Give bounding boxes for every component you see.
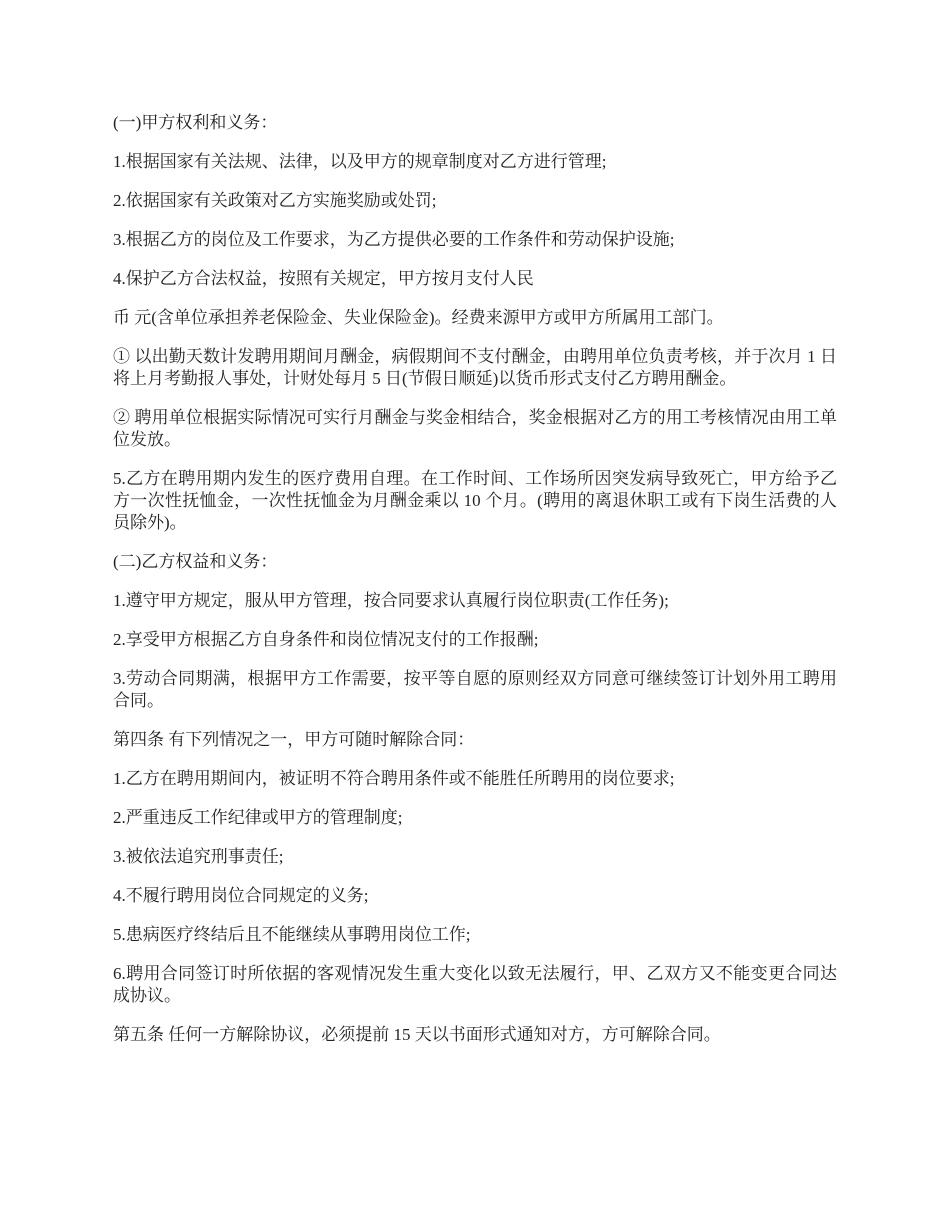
article-4-heading: 第四条 有下列情况之一，甲方可随时解除合同： bbox=[113, 730, 475, 749]
article-5: 第五条 任何一方解除协议，必须提前 15 天以书面形式通知对方，方可解除合同。 bbox=[113, 1025, 721, 1044]
article-4-item-1: 1.乙方在聘用期间内，被证明不符合聘用条件或不能胜任所聘用的岗位要求; bbox=[113, 769, 675, 788]
party-a-item-3: 3.根据乙方的岗位及工作要求，为乙方提供必要的工作条件和劳动保护设施; bbox=[113, 230, 675, 249]
section-heading-party-b: (二)乙方权益和义务： bbox=[113, 552, 278, 571]
payment-clause: 币 元(含单位承担养老保险金、失业保险金)。经费来源甲方或甲方所属用工部门。 bbox=[113, 308, 724, 327]
article-4-item-3: 3.被依法追究刑事责任; bbox=[113, 847, 284, 866]
party-a-item-4: 4.保护乙方合法权益，按照有关规定，甲方按月支付人民 bbox=[113, 269, 534, 288]
party-b-item-1: 1.遵守甲方规定，服从甲方管理，按合同要求认真履行岗位职责(工作任务); bbox=[113, 591, 669, 610]
article-4-item-6: 6.聘用合同签订时所依据的客观情况发生重大变化以致无法履行，甲、乙双方又不能变更合同达成协议。 bbox=[113, 964, 837, 1005]
article-4-item-5: 5.患病医疗终结后且不能继续从事聘用岗位工作; bbox=[113, 925, 471, 944]
document-page bbox=[113, 112, 837, 1063]
party-b-item-2: 2.享受甲方根据乙方自身条件和岗位情况支付的工作报酬; bbox=[113, 630, 539, 649]
party-a-item-1: 1.根据国家有关法规、法律，以及甲方的规章制度对乙方进行管理; bbox=[113, 152, 607, 171]
party-a-item-5: 5.乙方在聘用期内发生的医疗费用自理。在工作时间、工作场所因突发病导致死亡，甲方给予乙方一次性抚恤金，一次性抚恤金为月酬金乘以 10 个月。(聘用的离退休职工或有下岗生活费的人员除外)。 bbox=[113, 469, 837, 532]
party-b-item-3: 3.劳动合同期满，根据甲方工作需要，按平等自愿的原则经双方同意可继续签订计划外用工聘用合同。 bbox=[113, 669, 837, 710]
section-heading-party-a: (一)甲方权利和义务： bbox=[113, 113, 278, 132]
party-a-item-2: 2.依据国家有关政策对乙方实施奖励或处罚; bbox=[113, 191, 437, 210]
article-4-item-4: 4.不履行聘用岗位合同规定的义务; bbox=[113, 886, 369, 905]
payment-subclause-2: ② 聘用单位根据实际情况可实行月酬金与奖金相结合，奖金根据对乙方的用工考核情况由用工单位发放。 bbox=[113, 408, 837, 449]
payment-subclause-1: ① 以出勤天数计发聘用期间月酬金，病假期间不支付酬金，由聘用单位负责考核，并于次月 1 日将上月考勤报人事处，计财处每月 5 日(节假日顺延)以货币形式支付乙方聘用酬金。 bbox=[113, 347, 837, 388]
article-4-item-2: 2.严重违反工作纪律或甲方的管理制度; bbox=[113, 808, 403, 827]
